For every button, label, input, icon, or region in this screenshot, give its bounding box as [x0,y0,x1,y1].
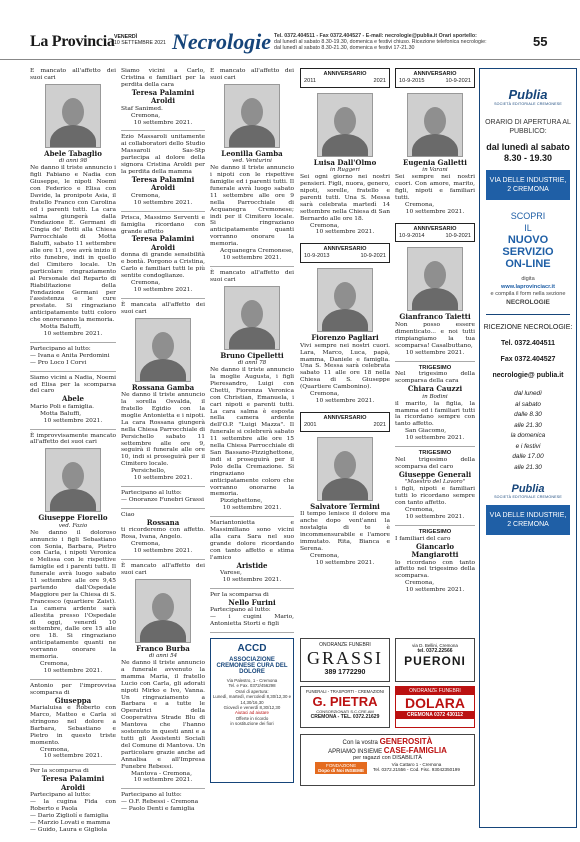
trigesimo-block [395,446,475,521]
deceased-name: Nello Furini [228,597,276,607]
date: 10 SETTEMBRE 2021 [114,40,166,46]
deceased-name: Eugenia Galletti [403,157,467,167]
body-text: i figli, nipoti e familiari tutti lo ricordano sempre con tanto affetto. [395,486,475,506]
promo-line: NUOVO [507,234,549,246]
contact-line: dal lunedì al sabato 8.30-21.30, domenica e festivi 17-21.30 [274,45,415,52]
trigesimo-label: TRIGESIMO [418,364,452,371]
deceased-name: Gianfranco Taietti [399,312,471,322]
portrait-body [50,489,96,512]
portrait-photo [45,448,101,512]
portrait-head [62,462,84,490]
ad-pueroni [395,638,475,682]
page-header [0,0,580,60]
contact-line: dal lunedì al sabato 8.30-19.30, domenica e festivi chiuso. Ricezione telefonica necrologie: [274,39,487,46]
anniversary-box [395,68,475,88]
portrait-photo [45,84,101,148]
ad-dolara [395,686,475,728]
promo-line: IL [524,223,532,233]
obituary-block [121,788,205,813]
promo-line: ON-LINE [505,258,551,270]
ad-text: Tel. e Fax. 0372/456298 [228,683,276,689]
trigesimo-label: TRIGESIMO [418,528,452,535]
obituary-block [210,516,294,584]
intro-text: Siamo vicini a Carlo, Cristina e familiari per la perdita della cara [121,68,205,88]
anniversary-box [300,68,390,88]
ad-text: Con la vostra [342,740,378,746]
promo-small: digita [521,276,535,282]
name-subtitle: in Bodini [422,393,448,400]
date: 10 settembre 2021. [133,777,193,784]
obituary-block [121,486,205,504]
deceased-name: Chiara Cauzzi [407,384,463,394]
logo-text: Publia [511,483,545,495]
anniversary-label: ANNIVERSARIO [413,225,457,232]
place: Motta Baluffi, [40,324,82,331]
portrait-body [229,125,275,148]
obituary-block [30,429,116,675]
column-1 [30,68,116,833]
intro-text: È mancata all'affetto dei suoi cari [121,301,205,315]
intro-text: È mancato all'affetto dei suoi cari [121,562,205,576]
place: Cremona, [310,222,340,229]
portrait-body [412,288,458,311]
ricezione-label: RICEZIONE NECROLOGIE: [483,324,573,331]
ad-accd [210,638,294,783]
name-subtitle: in Varani [422,167,448,174]
date: 10 settembre 2021. [315,397,375,404]
name-subtitle: di anni 54 [148,653,178,660]
portrait-head [241,300,263,328]
intro-text: È mancato all'affetto dei suoi cari [210,269,294,283]
email: necrologie@ publia.it [492,372,564,379]
contact-info [274,33,526,52]
portrait-body [412,134,458,157]
deceased-name: Teresa Palamini Aroldi [131,234,195,252]
intro-text: Antonio per l'improvvisa scomparsa di [30,682,116,696]
deceased-name: Aristide [236,560,268,570]
anniversary-label: ANNIVERSARIO [323,246,367,253]
ad-text: DOLARA [405,695,465,711]
body-text: Ne danno il triste annuncio a funerale avvenuto la mamma Maria, il fratello Lucio con Carla, gli adorati nipoti Mirko e Ivo, Vanna. Un ringraziamento a Barbara e a tutte le Operatrici della Cooperativa Strade Blu di Mantova che l'hanno sostenuto in questi anni e a tutti gli Assistenti Sociali del Comune di Mantova. Un particolare grazie anche ad Annalisa e all'Impresa Funebre Rebessi. [121,660,205,770]
ad-text: APRIAMO INSIEME [328,749,383,755]
body-text: Ne danno il triste annuncio la moglie Augusta, i figli Pieresandro, Luigi con Chetti, Fiorenza Veronica con Christian, Emanuela, i cari nipoti e parenti tutti. La cara salma è esposta nella camera ardente dell'O.P. "Luigi Mazza". Il funerale si celebrerà sabato 11 settembre alle ore 15 nella Chiesa Parrocchiale di San Bassano-Pizzighettone, indi si proseguirà per il Polo della Cremazione. Si ringraziano anticipatamente coloro che vorranno onorarne la memoria. [210,367,294,498]
body-text: Mario Poli e famiglia. [30,403,95,410]
body-text: Ne danno il triste annuncio i figli Fabiano e Nadia con Giuseppe, le nipoti Noemi con Federico e Elisa con Davide, la pronipote Asia, il fratello Franco con Carolina ed i parenti tutti. La cara salma giungerà dalla Fondazione E. Germani di Cingia de' Botti alla Chiesa Parrocchiale di Motta Baluffi, sabato 11 settembre alle ore 11, ove avrà inizio il rito funebre, indi in quello del Cimitero locale. Un particolare ringraziamento al Personale del Reparto di Riabilitazione della Fondazione Germani per l'assistenza e le cure prestate. Si ringraziano anticipatamente tutti coloro che onoreranno la memoria. [30,165,116,324]
date: 10 settembre 2021. [133,286,193,293]
deceased-name: Rossana Gamba [131,382,195,392]
ad-text: Giovedì e venerdì 8,30/12,30 [223,705,281,711]
ad-text: via D. Bellini, Cremona [412,643,458,648]
place: Cremona, [131,540,161,547]
intro-text: Partecipano al lutto: [30,345,91,352]
date: 10 settembre 2021. [43,417,103,424]
intro-text: Partecipano al lutto: [121,792,182,799]
publia-logo-2 [480,483,576,499]
body-text: — Onoranze Funebri Grassi [121,496,204,503]
intro-text: I familiari del caro [395,535,451,542]
hours-line: dalle 8.30 [514,411,542,418]
intro-text: Prisca, Massimo Serventi e famiglia ricordano con grande affetto [121,214,205,235]
date: 10 settembre 2021. [315,229,375,236]
name-subtitle: ved. Fazio [58,522,88,529]
deceased-name: Leonilla Gamba [221,148,283,158]
portrait-head [424,107,446,135]
place: Persichello, [131,468,166,475]
date: 10 settembre 2021. [43,330,103,337]
anniversary-years [399,78,471,85]
orario-label: ORARIO DI APERTURA AL PUBBLICO: [485,119,571,135]
ad-text: Offerte in ricordo [235,715,269,721]
promo-section: NECROLOGIE [506,298,550,306]
place: Cremona, [131,280,161,287]
place: Cremona, [310,552,340,559]
column-2 [121,68,205,833]
year-from: 2001 [304,421,317,428]
ad-text: ASSOCIAZIONE CREMONESE CURA DEL DOLORE [216,657,288,675]
publia-logo [480,87,576,106]
year-to: 2021 [373,421,386,428]
deceased-name: Abele Tabaglio [44,148,102,158]
trigesimo-label: TRIGESIMO [418,450,452,457]
ad-text: Via Cattaro 1 - Cremona [391,762,442,767]
anniversary-label: ANNIVERSARIO [323,414,367,421]
date: 10 settembre 2021. [405,513,465,520]
ad-text: CREMONA - TEL. 0372.21629 [310,714,380,720]
year-from: 10-9-2014 [399,232,425,239]
ad-text: CASE-FAMIGLIA [383,746,447,755]
body-text: Partecipano al lutto: — i cugini Mario, Antonietta Storti e figli [210,607,294,628]
hours-line: dalle 17.00 [512,453,544,460]
ad-text: ONORANZE FUNEBRI [396,687,474,695]
deceased-name: Giuseppa [54,695,92,705]
date: 10 settembre 2021. [133,119,193,126]
obituary-block [210,266,294,512]
portrait-body [322,478,368,501]
deceased-name: Teresa Palamini Aroldi [131,87,195,106]
place: Cremona, [310,391,340,398]
anniversary-box [395,223,475,243]
obituary-block [30,679,116,761]
hours-line: alle 21.30 [514,463,542,471]
obituary-block [30,371,116,425]
body-text: donna di grande sensibilità e bontà. Porgono a Cristina, Carlo e familiari tutti le più sentite condoglianze. [121,252,205,280]
name-subtitle: in Ruggeri [330,167,360,174]
portrait-head [152,593,174,621]
ad-text: Dopo di Noi INSIEME [318,768,365,773]
portrait-body [140,359,186,382]
portrait-head [334,451,356,479]
body-text: Partecipano al lutto: — la cugina Fida con Roberto e Paola — Dario Zigliolí e famiglia — Marzio Lovati e mamma — Guido, Laura e Gigliola [30,792,116,833]
trigesimo-block [395,525,475,594]
opening-hours: dal lunedì al sabato 8.30 - 19.30 [486,142,570,163]
portrait-photo [135,579,191,643]
ad-pietra [300,686,390,728]
ad-generosita [300,734,475,786]
place: Varese, [220,570,242,577]
promo-small: e compila il form nella sezione [490,291,566,297]
date: 10 settembre 2021. [405,587,465,594]
column-3 [210,68,294,633]
portrait-body [229,327,275,350]
year-to: 10-9-2021 [360,253,386,260]
place: Cremona, [40,746,70,753]
body-text: Sei sempre nei nostri cuori. Con amore, marito, figli, nipoti e familiari tutti. [395,174,475,201]
anniversary-label: ANNIVERSARIO [323,71,367,77]
fax: Fax 0372.404527 [500,356,556,363]
portrait-body [140,620,186,643]
date: 10 settembre 2021. [43,667,103,674]
body-text: ti ricorderemo con affetto. Rosa, Ivana, Angelo. [121,527,205,541]
obituary-block [121,68,205,126]
ad-text: Orari di apertura: [235,688,269,694]
date: 10 settembre 2021. [43,753,103,760]
ad-text: Tel. 0372.21556 - Cod. Fisc. 93042350199 [373,767,460,772]
deceased-name: Bruno Cipelletti [220,350,284,360]
body-text: Marialuisa e Roberto con Marco, Matteo e Carla si stringono nel dolore a Barbara, Sebastiano e Pietro in questo triste momento. [30,705,116,746]
anniversary-years [304,253,386,260]
intro-text: Siamo vicini a Nadia, Noemi ed Elisa per la scomparsa del caro [30,374,116,395]
year-to: 2021 [373,77,386,84]
hours-line: la domenica [510,432,546,439]
section-title: Necrologie [172,29,271,54]
body-text: Vivi sempre nei nostri cuori. Lara, Marco, Luca, papà, mamma, Daniele e famiglia. Una S. Messa sarà celebrata sabato 11 alle ore 18 nella Chiesa di S. Giuseppe (Quartiere Cambonino). [300,342,390,391]
date: 10 settembre 2021. [133,199,193,206]
obituary-block [121,130,205,206]
obituary-block [395,68,475,216]
portrait-head [152,332,174,360]
body-text: Sei ogni giorno nei nostri pensieri. Figli, nuora, genero, nipoti, sorelle, fratello e parenti tutti. Una S. Messa sarà celebrata martedì 14 settembre nella Chiesa di San Bernardo alle ore 18. [300,174,390,222]
intro-text: È mancato all'affetto dei suoi cari [210,68,294,81]
year-from: 2011 [304,77,317,84]
body-text: — Ivana e Anita Perdomini — Pro Loco I Corvi [30,352,110,366]
ad-text: G. PIETRA [312,694,378,709]
body-text: Staf Sanimed. [121,105,163,112]
year-to: 10-9-2021 [445,77,471,84]
date: 10 settembre 2021. [133,547,193,554]
intro-text: Mariantonietta e Massimiliano sono vicini alla cara Sara nel suo grande dolore ricordando con tanto affetto e stima l'amico [210,520,294,561]
ad-text: FUNERALI - TRASPORTI - CREMAZIONI [305,689,385,694]
anniversary-box [300,243,390,263]
portrait-photo [224,84,280,148]
address-box-2: VIA DELLE INDUSTRIE, 2 CREMONA [486,505,570,535]
ad-text: per ragazzi con DISABILITÀ [353,755,422,761]
name-subtitle: di anni 98 [58,158,88,165]
date: 10 settembre 2021. [222,255,282,261]
obituary-block [300,409,390,567]
body-text: — O.F. Rebessi - Cremona — Paolo Denti e famiglia [121,799,199,813]
place: Cremona, [40,660,70,667]
intro-text: Partecipano al lutto: [121,489,182,496]
promo-line: SCOPRI [510,211,546,221]
deceased-name: Salvatore Termini [310,501,380,511]
place: Cremona, [405,201,435,208]
obituary-block [30,342,116,367]
date: 10 settembre 2021. [405,208,465,215]
deceased-name: Rossana [146,517,180,527]
column-4 [300,68,390,633]
place: San Giacomo, [405,428,447,435]
ad-text: 389 1772290 [324,669,366,676]
deceased-name: Abele [62,394,84,404]
place: Pizzighettone, [220,498,263,505]
obituary-block [121,211,205,294]
ad-text: GRASSI [306,648,384,668]
body-text: Il tempo lenisce il dolore ma anche dopo vent'anni la nostalgia di te è incommensurabile e l'amore immutato. Rita, Bianca e Serena. [300,511,390,552]
portrait-body [322,309,368,332]
page-number: 55 [533,34,548,49]
deceased-name: Luisa Dall'Olmo [313,157,377,167]
year-to: 10-9-2021 [445,232,471,239]
phone: Tel. 0372.404511 [501,340,555,347]
address-box: VIA DELLE INDUSTRIE, 2 CREMONA [486,170,570,200]
anniversary-years [304,422,386,429]
hours-line: alle 21.30 [514,421,542,429]
hours-line: al sabato [515,400,541,408]
date: 10 settembre 2021. [315,559,375,566]
place: Cremona, [131,112,161,119]
hours-line: dal lunedì [514,390,542,397]
contact-line: Tel. 0372.404511 - Fax 0372.404527 - E-mail: necrologie@publia.it Orari sportello: [274,33,477,39]
promo-line: SERVIZIO [502,246,554,258]
anniversary-box [300,412,390,432]
trigesimo-block [395,361,475,443]
body-text: il marito, la figlia, la mamma ed i familiari tutti la ricordano sempre con tanto affetto. [395,400,475,428]
ad-text: CREMONA 0372 430112 [396,711,474,719]
date: 10 settembre 2021. [405,435,465,442]
obituary-block [30,764,116,833]
intro-text: Per la scomparsa di [210,591,269,598]
portrait-photo [135,318,191,382]
portrait-head [62,98,84,126]
portrait-photo [317,268,373,332]
deceased-name: Giuseppe Generali [398,469,472,479]
logo-sub: SOCIETÀ EDITORIALE CREMONESE [494,495,562,499]
body-text: Non posso essere dimenticato... e noi tutti rimpiangiamo la tua scomparsa! Casalbuttano, [395,321,475,349]
ad-grassi [300,638,390,682]
anniversary-years [399,233,471,240]
intro-text: Ciao [121,511,135,518]
year-from: 10-9-2013 [304,253,330,260]
obituary-block [395,220,475,357]
deceased-name: Giuseppe Fiorello [38,513,108,523]
deceased-name: Teresa Palamini Aroldi [41,774,105,792]
date: 10 settembre 2021. [133,475,193,482]
portrait-photo [224,286,280,350]
portrait-head [241,98,263,126]
intro-text: Nel trigesimo della scomparsa del caro [395,456,475,470]
logo-text: Publia [508,87,548,102]
portrait-photo [317,437,373,501]
deceased-name: Teresa Palamini Aroldi [131,174,195,193]
intro-text: Nel trigesimo della scomparsa della cara [395,371,475,385]
name-subtitle: di anni 78 [237,360,267,367]
portrait-photo [407,93,463,157]
place: Motta Baluffi, [40,410,82,417]
obituary-block [121,559,205,785]
logo-sub: SOCIETÀ EDITORIALE CREMONESE [494,102,562,106]
obituary-block [30,68,116,338]
ad-text: ONORANZE FUNEBRI [319,642,371,648]
obituary-block [121,298,205,482]
ad-text: GENEROSITÀ [379,737,433,746]
ad-text: ACCD [237,643,267,654]
ad-text: Lunedì, martedì, mercoledì 8,30/12,30 e 14,30/16,30 [212,694,292,705]
year-from: 10-9-2015 [399,77,425,84]
promo-url[interactable]: www.laprovinciacr.it [501,283,555,290]
place: Acquanegra Cremonese, [220,248,294,255]
intro-text: È mancato all'affetto dei suoi cari [30,68,116,81]
place: Mantova - Cremona, [131,770,192,777]
portrait-body [50,125,96,148]
date: 10 settembre 2021. [222,505,282,512]
portrait-head [334,107,356,135]
deceased-name: Fiorenzo Pagliari [311,333,379,343]
publia-sidebar [479,68,577,828]
obituary-block [210,588,294,628]
intro-text: È improvvisamente mancato all'affetto dei suoi cari [30,432,116,446]
name-subtitle: "Maestro del Lavoro" [404,479,466,486]
ad-text: tel. 0372.22566 [417,648,453,654]
masthead: La Provincia [30,33,115,50]
place: Cremona, [405,580,435,587]
body-text: lo ricordano con tanto affetto nel trigesimo della scomparsa. [395,559,475,580]
portrait-body [322,134,368,157]
ad-text: Aiutaci ad aiutare [235,710,269,716]
ad-text: in sostituzione dei fiori [230,721,274,727]
ad-text: CONSORZIONATI S.C.CRE.AM [316,709,374,714]
portrait-photo [317,93,373,157]
intro-text: Per la scomparsa di [30,768,89,775]
obituary-block [300,68,390,236]
obituary-block [300,240,390,404]
deceased-name: Franco Burba [136,643,190,653]
deceased-name: Giancarlo Mangiarotti [411,541,459,560]
dateline [114,34,166,46]
day: VENERDÌ [114,34,138,40]
body-text: Ne danno il triste annuncio la sorella Osvalda, il fratello Egidio con la moglie Antonietta e i nipoti. La cara Rossana giungerà nella Chiesa Parrocchiale di Persichello sabato 11 settembre alle ore 9, seguirà il funerale alle ore 10, indi si proseguirà per il Cimitero locale. [121,392,205,468]
name-subtitle: ved. Venturini [232,158,272,165]
intro-text: Ezio Massaroli unitamente ai collaboratori dello Studio Massaroli Sas-Stp partecipa al dolore della signora Cristina Aroldi per la perdita della mamma [121,134,205,175]
place: Cremona, [405,506,435,513]
hours-line: e i festivi [515,442,541,450]
ad-text: PUERONI [404,654,466,668]
obituary-block [210,632,294,633]
portrait-head [334,282,356,310]
body-text: Ne danno il doloroso annuncio i figli Sebastiano con Sonia, Barbara, Pietro con Carla, i nipoti Veronica e Melissa con le rispettive famiglie ed i parenti tutti. Il funerale avrà luogo sabato 11 settembre alle ore 9,45 partendo dall'Ospedale Maggiore per la Chiesa di S. Francesco (quartiere Zaist). La camera ardente sarà allestita presso l'Ospedale di oggi, venerdì 10 settembre, dalle ore 15 alle ore 18. Si ringraziano anticipatamente quanti ne vorranno onorare la memoria. [30,529,116,661]
body-text: Ne danno il triste annuncio i nipoti con le rispettive famiglie ed i parenti tutti. Il funerale avrà luogo sabato 11 settembre alle ore 9 nella Parrocchiale di Acquanegra Cremonese; indi per il Cimitero locale. Si ringraziano anticipatamente quanti vorranno onorare la memoria. [210,165,294,248]
column-5 [395,68,475,633]
anniversary-label: ANNIVERSARIO [413,71,457,77]
obituary-block [121,508,205,555]
obituary-block [210,68,294,262]
date: 10 settembre 2021. [405,349,465,356]
ad-text: Via Palestro, 1 - Cremona [226,678,278,683]
anniversary-years [304,78,386,85]
ad-text: FONDAZIONE [326,763,357,768]
portrait-head [424,261,446,289]
date: 10 settembre 2021. [222,577,282,583]
place: Cremona, [131,192,161,199]
portrait-photo [407,247,463,311]
